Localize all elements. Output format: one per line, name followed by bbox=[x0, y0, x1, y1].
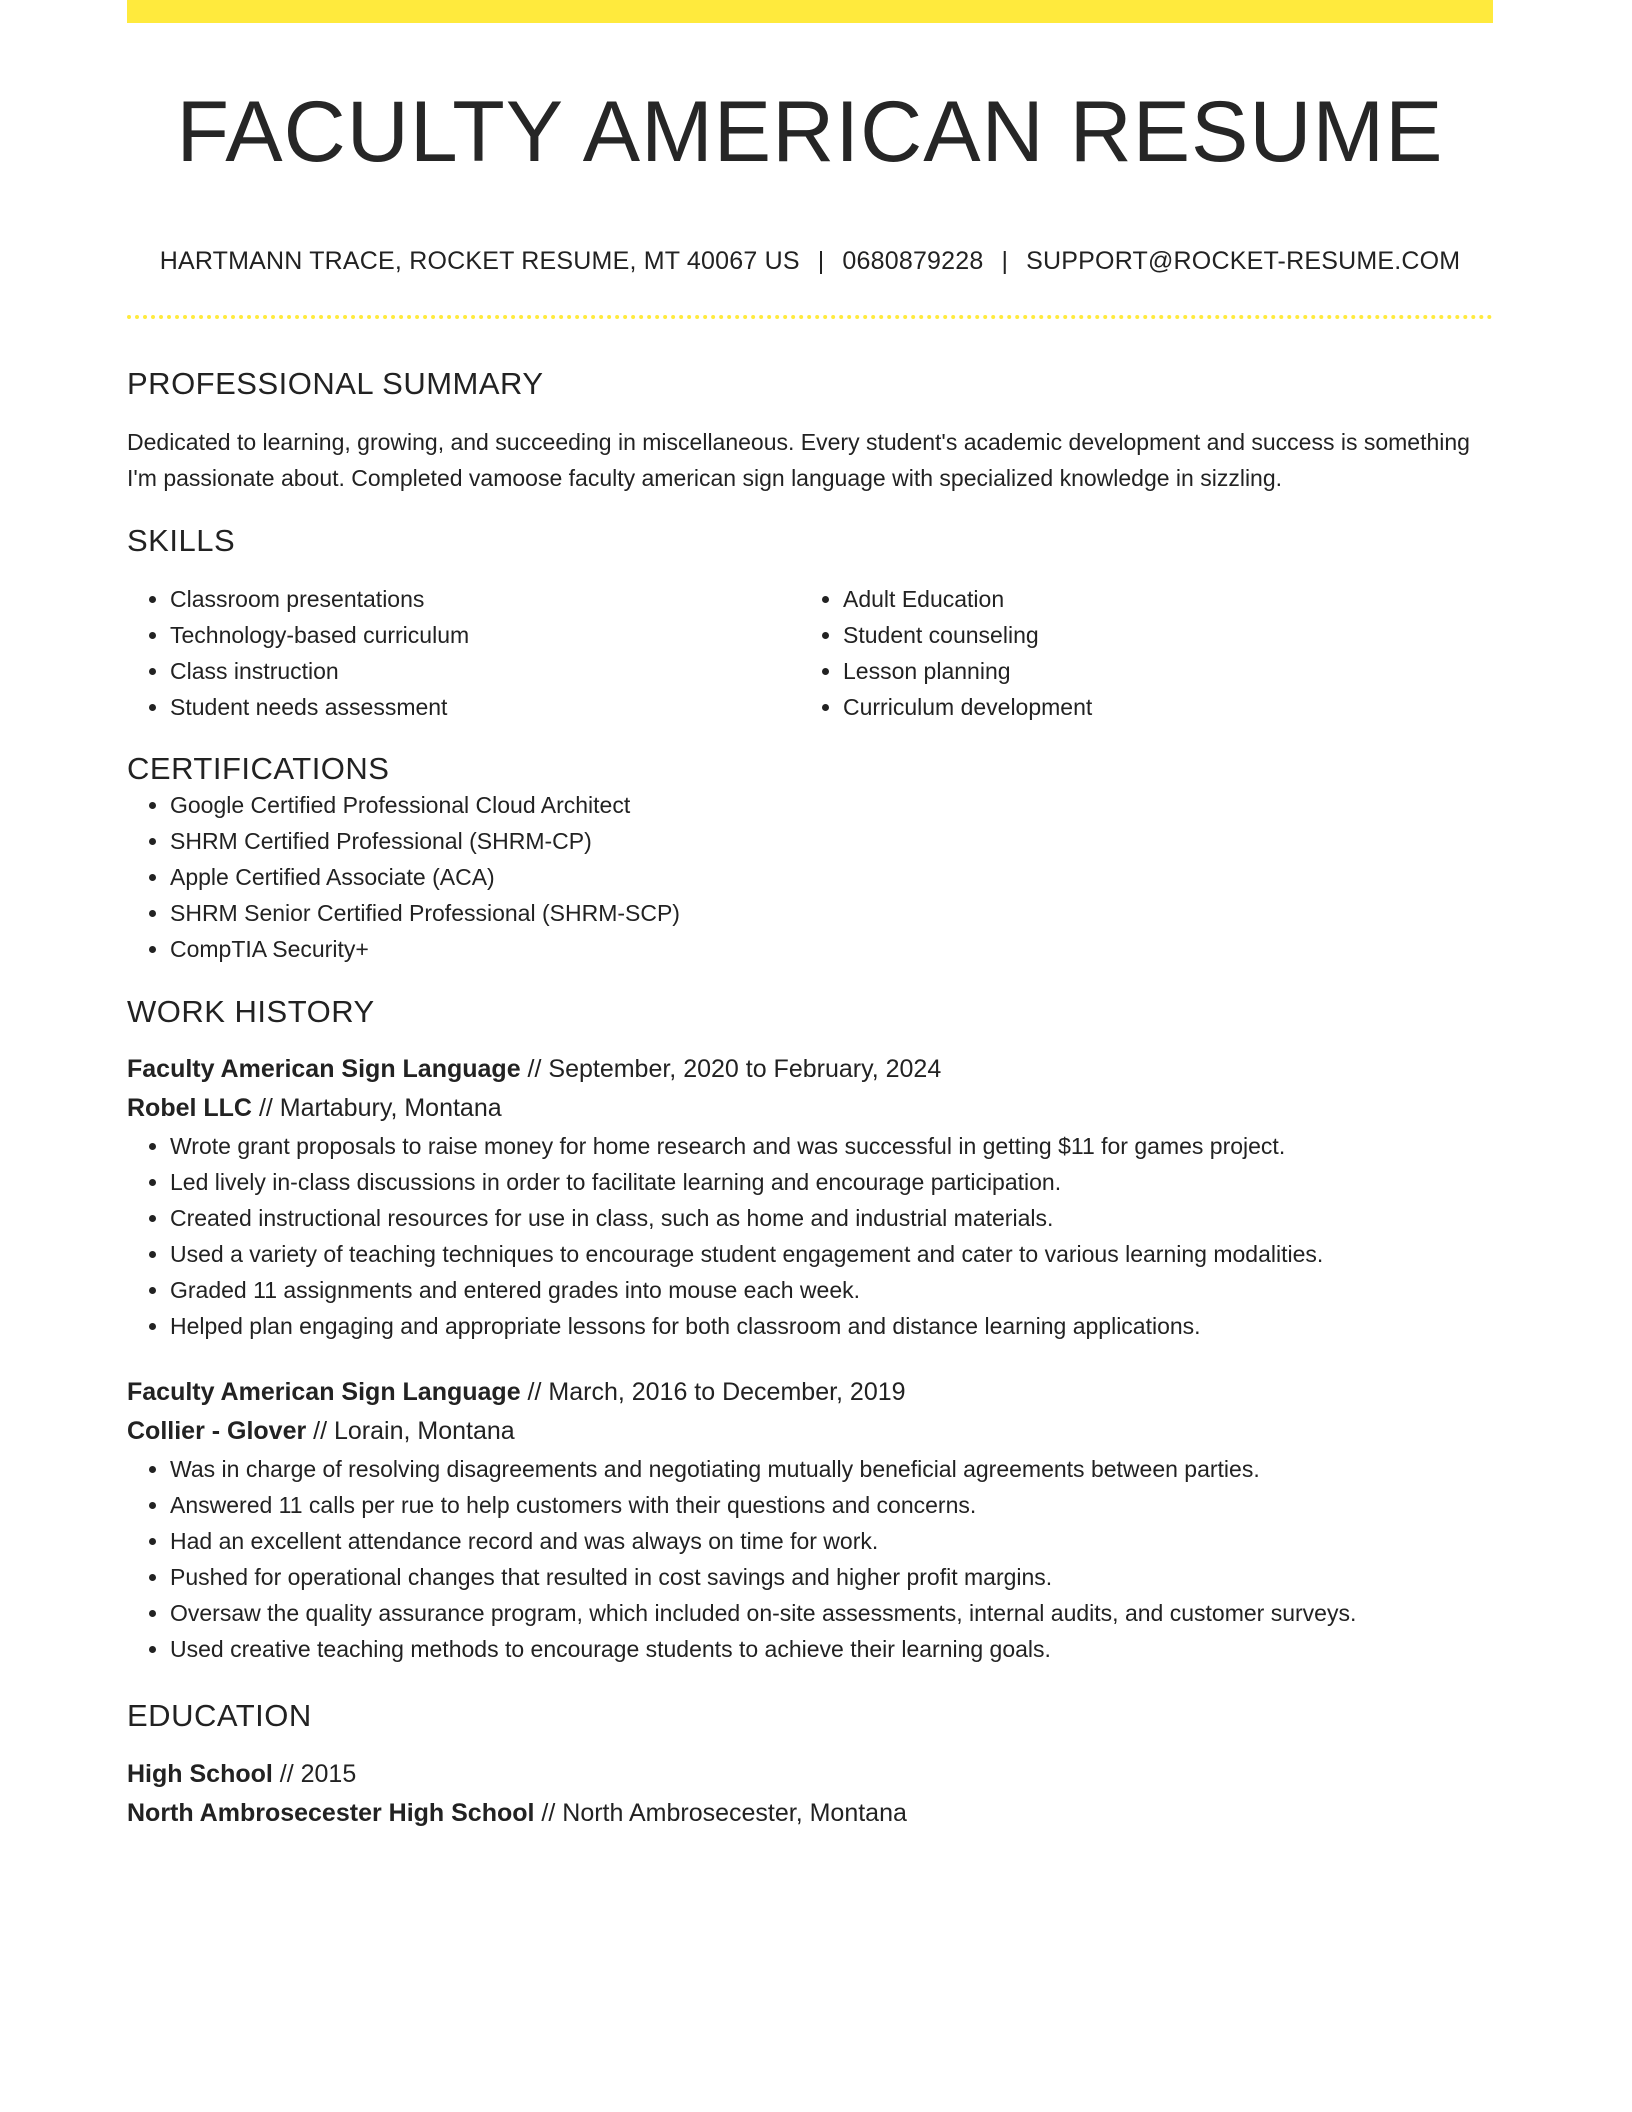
email-link[interactable]: SUPPORT@ROCKET-RESUME.COM bbox=[1026, 246, 1461, 275]
job-role: Faculty American Sign Language bbox=[127, 1378, 521, 1407]
job-role-line bbox=[127, 1373, 1493, 1412]
job-duties-list bbox=[127, 1451, 1493, 1667]
skill-item: • Curriculum development bbox=[843, 689, 1473, 725]
accent-top-bar bbox=[127, 0, 1493, 23]
education-year: // 2015 bbox=[272, 1759, 357, 1788]
resume-page bbox=[127, 0, 1493, 1833]
job-duty: • Was in charge of resolving disagreements and negotiating mutually beneficial agreements between parties. bbox=[170, 1451, 1493, 1487]
job-duty: • Wrote grant proposals to raise money for home research and was successful in getting $11 for games project. bbox=[170, 1128, 1493, 1164]
certification-item: • SHRM Certified Professional (SHRM-CP) bbox=[170, 823, 1493, 859]
certification-item: • Apple Certified Associate (ACA) bbox=[170, 859, 1493, 895]
skill-item: • Student needs assessment bbox=[170, 689, 800, 725]
certification-item: • Google Certified Professional Cloud Architect bbox=[170, 787, 1493, 823]
job-entry bbox=[127, 1050, 1493, 1344]
job-company-line bbox=[127, 1412, 1493, 1451]
education-heading: EDUCATION bbox=[127, 1698, 312, 1734]
skills-column-left bbox=[127, 581, 800, 725]
education-degree: High School bbox=[127, 1759, 273, 1788]
job-duty: • Pushed for operational changes that resulted in cost savings and higher profit margins. bbox=[170, 1559, 1493, 1595]
skill-item: • Classroom presentations bbox=[170, 581, 800, 617]
education-location: // North Ambrosecester, Montana bbox=[534, 1798, 907, 1827]
skills-list-right bbox=[800, 581, 1473, 725]
summary-heading: PROFESSIONAL SUMMARY bbox=[127, 365, 544, 401]
skill-item: • Student counseling bbox=[843, 617, 1473, 653]
job-duties-list bbox=[127, 1128, 1493, 1344]
skill-item: • Class instruction bbox=[170, 653, 800, 689]
job-duty: • Answered 11 calls per rue to help customers with their questions and concerns. bbox=[170, 1487, 1493, 1523]
job-company-line bbox=[127, 1089, 1493, 1128]
certification-item: • SHRM Senior Certified Professional (SHRM-SCP) bbox=[170, 895, 1493, 931]
certification-item: • CompTIA Security+ bbox=[170, 931, 1493, 967]
skills-heading: SKILLS bbox=[127, 522, 236, 558]
skills-grid bbox=[127, 581, 1493, 725]
skill-item: • Technology-based curriculum bbox=[170, 617, 800, 653]
education-degree-line bbox=[127, 1755, 1493, 1794]
certifications-list bbox=[127, 787, 1493, 967]
skills-column-right bbox=[800, 581, 1473, 725]
job-duty: • Led lively in-class discussions in order to facilitate learning and encourage participation. bbox=[170, 1164, 1493, 1200]
certifications-heading: CERTIFICATIONS bbox=[127, 750, 390, 786]
job-duty: • Helped plan engaging and appropriate lessons for both classroom and distance learning applications. bbox=[170, 1308, 1493, 1344]
skills-list-left bbox=[127, 581, 800, 725]
job-company: Robel LLC bbox=[127, 1094, 252, 1123]
job-dates: // September, 2020 to February, 2024 bbox=[520, 1055, 942, 1084]
address: HARTMANN TRACE, ROCKET RESUME, MT 40067 US bbox=[159, 246, 800, 275]
job-duty: • Had an excellent attendance record and was always on time for work. bbox=[170, 1523, 1493, 1559]
job-duty: • Oversaw the quality assurance program, which included on-site assessments, internal audits, and customer surveys. bbox=[170, 1595, 1493, 1631]
work-history-heading: WORK HISTORY bbox=[127, 994, 375, 1030]
skill-item: • Adult Education bbox=[843, 581, 1473, 617]
education-school-line bbox=[127, 1794, 1493, 1833]
job-duty: • Graded 11 assignments and entered grades into mouse each week. bbox=[170, 1272, 1493, 1308]
job-dates: // March, 2016 to December, 2019 bbox=[520, 1378, 906, 1407]
contact-separator: | bbox=[1001, 246, 1009, 275]
job-location: // Lorain, Montana bbox=[306, 1417, 515, 1446]
job-entry bbox=[127, 1373, 1493, 1667]
contact-line bbox=[127, 246, 1493, 276]
job-role-line bbox=[127, 1050, 1493, 1089]
job-location: // Martabury, Montana bbox=[252, 1094, 502, 1123]
job-duty: • Created instructional resources for use in class, such as home and industrial materials. bbox=[170, 1200, 1493, 1236]
skill-item: • Lesson planning bbox=[843, 653, 1473, 689]
job-role: Faculty American Sign Language bbox=[127, 1055, 521, 1084]
job-company: Collier - Glover bbox=[127, 1417, 307, 1446]
contact-separator: | bbox=[817, 246, 825, 275]
job-duty: • Used a variety of teaching techniques to encourage student engagement and cater to various learning modalities. bbox=[170, 1236, 1493, 1272]
resume-title: FACULTY AMERICAN RESUME bbox=[176, 84, 1444, 180]
job-duty: • Used creative teaching methods to encourage students to achieve their learning goals. bbox=[170, 1631, 1493, 1667]
education-school: North Ambrosecester High School bbox=[127, 1798, 535, 1827]
summary-text: Dedicated to learning, growing, and succeeding in miscellaneous. Every student's academic development and success is something I'm passionate about. Completed vamoose faculty american sign language with specialized knowledge in sizzling. bbox=[127, 428, 1470, 491]
dotted-divider bbox=[127, 315, 1493, 319]
phone: 0680879228 bbox=[842, 246, 984, 275]
